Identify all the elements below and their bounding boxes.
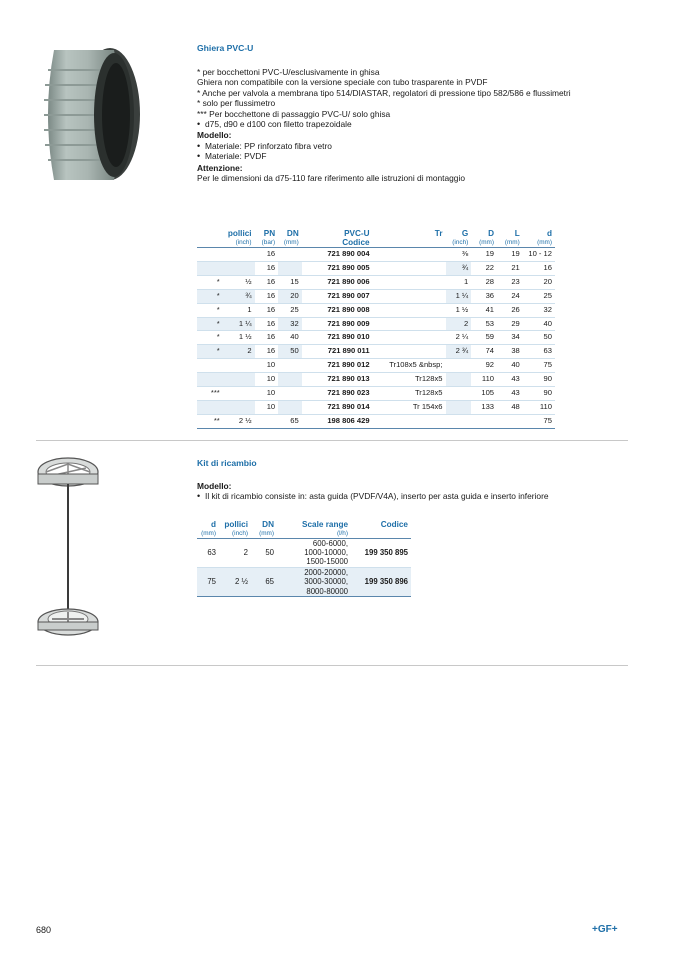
table-cell: 2 ¾ [446, 345, 472, 359]
table-cell: 110 [523, 400, 555, 414]
table-cell: 721 890 009 [302, 317, 373, 331]
table-cell: 16 [255, 345, 279, 359]
unit-header: (inch) [219, 530, 251, 538]
col-header: Tr [434, 229, 443, 238]
col-header: pollici [227, 229, 252, 238]
table-cell: 40 [497, 359, 523, 373]
table-cell: * [197, 289, 223, 303]
unit-header: (mm) [251, 530, 277, 538]
description-block [197, 67, 617, 183]
col-header: DN [286, 229, 299, 238]
col-header [197, 229, 223, 239]
table-cell: 25 [523, 289, 555, 303]
spare-kit-image [34, 452, 104, 647]
table-cell: 16 [523, 261, 555, 275]
unit-header: (inch) [223, 239, 255, 248]
table-cell: 40 [278, 331, 302, 345]
table-cell [446, 414, 472, 428]
table-cell: 75 [523, 359, 555, 373]
table-cell: 721 890 010 [302, 331, 373, 345]
table-cell: Tr108x5 &nbsp; [373, 359, 446, 373]
table-cell: 133 [471, 400, 497, 414]
note-line: * solo per flussimetro [197, 98, 276, 109]
table-cell: 50 [523, 331, 555, 345]
table-cell: 10 [255, 387, 279, 401]
table-cell: 2 ¼ [446, 331, 472, 345]
table-cell: 1 [223, 303, 255, 317]
table-cell: 74 [471, 345, 497, 359]
table-cell: 20 [278, 289, 302, 303]
modello-item: • Materiale: PP rinforzato fibra vetro [197, 141, 617, 151]
table-cell: 63 [197, 538, 219, 567]
modello-item: • Materiale: PVDF [197, 151, 617, 161]
table-row [197, 345, 555, 359]
table-cell: 1 ½ [446, 303, 472, 317]
table-cell: * [197, 303, 223, 317]
unit-header: (inch) [446, 239, 472, 248]
table-cell: 48 [497, 400, 523, 414]
section-title-kit: Kit di ricambio [197, 458, 257, 468]
scale-range-line: 1000-10000, [304, 547, 348, 557]
scale-range-line: 600-6000, [312, 538, 348, 548]
table-cell: 2 [446, 317, 472, 331]
table-row [197, 317, 555, 331]
attenzione-text: Per le dimensioni da d75-110 fare riferimento alle istruzioni di montaggio [197, 173, 465, 184]
table-cell: 721 890 023 [302, 387, 373, 401]
table-cell: * [197, 275, 223, 289]
col-header: L [514, 229, 520, 238]
table-cell: 16 [255, 289, 279, 303]
table-row [197, 331, 555, 345]
table-cell [373, 289, 446, 303]
col-header: G [461, 229, 469, 238]
table-cell: 65 [278, 414, 302, 428]
kit-description [197, 481, 627, 502]
table-cell: 721 890 005 [302, 261, 373, 275]
table-cell: 29 [497, 317, 523, 331]
scale-range-line: 8000-80000 [306, 586, 348, 596]
table-cell: ¾ [223, 289, 255, 303]
table-cell: 75 [523, 414, 555, 428]
table-cell: * [197, 317, 223, 331]
unit-header: (bar) [255, 239, 279, 248]
table-cell [197, 373, 223, 387]
attenzione-label: Attenzione: [197, 162, 243, 173]
table-cell: 50 [278, 345, 302, 359]
table-cell [373, 345, 446, 359]
ghiera-table [197, 229, 555, 429]
table-cell [197, 400, 223, 414]
table-cell [471, 414, 497, 428]
table-cell [223, 373, 255, 387]
col-header: Scale range [302, 520, 348, 529]
table-row [197, 289, 555, 303]
table-cell: 25 [278, 303, 302, 317]
table-cell [197, 261, 223, 275]
table-cell: 40 [523, 317, 555, 331]
note-line: *** Per bocchettone di passaggio PVC-U/ solo ghisa [197, 108, 391, 119]
table-cell: 53 [471, 317, 497, 331]
table-cell: ½ [223, 275, 255, 289]
table-cell [497, 414, 523, 428]
table-cell: 1 ½ [223, 331, 255, 345]
table-cell: Tr 154x6 [373, 400, 446, 414]
table-cell: 2 ½ [219, 567, 251, 596]
table-cell: 105 [471, 387, 497, 401]
table-cell [223, 387, 255, 401]
table-row [197, 303, 555, 317]
table-cell [277, 538, 351, 567]
col-header: Codice [380, 520, 408, 529]
modello-item: • Il kit di ricambio consiste in: asta guida (PVDF/V4A), inserto per asta guida e inserto inferiore [197, 491, 627, 501]
table-cell [223, 248, 255, 262]
table-cell [223, 261, 255, 275]
table-cell: ¾ [446, 261, 472, 275]
table-cell: 721 890 012 [302, 359, 373, 373]
unit-header: (mm) [497, 239, 523, 248]
table-cell [278, 373, 302, 387]
table-cell: 23 [497, 275, 523, 289]
table-cell: 16 [255, 275, 279, 289]
table-row [197, 261, 555, 275]
table-cell: 721 890 004 [302, 248, 373, 262]
unit-header: (mm) [471, 239, 497, 248]
table-row [197, 567, 411, 596]
table-cell: 2 [223, 345, 255, 359]
unit-header [373, 239, 446, 248]
table-cell [373, 414, 446, 428]
table-cell: 32 [523, 303, 555, 317]
table-row [197, 400, 555, 414]
table-cell: 36 [471, 289, 497, 303]
unit-header: (mm) [278, 239, 302, 248]
table-cell: ** [197, 414, 223, 428]
table-cell: 15 [278, 275, 302, 289]
table-cell: 198 806 429 [302, 414, 373, 428]
table-cell: 65 [251, 567, 277, 596]
table-cell: 199 350 896 [351, 567, 411, 596]
table-cell [223, 400, 255, 414]
table-cell: 34 [497, 331, 523, 345]
table-cell [373, 303, 446, 317]
kit-table [197, 519, 411, 597]
table-cell: 38 [497, 345, 523, 359]
table-cell: 43 [497, 387, 523, 401]
table-cell: 92 [471, 359, 497, 373]
table-row [197, 373, 555, 387]
note-line-bullet: • d75, d90 e d100 con filetto trapezoidale [197, 119, 617, 129]
table-cell: 16 [255, 317, 279, 331]
scale-range-line: 2000-20000, [304, 567, 348, 577]
modello-label: Modello: [197, 130, 232, 141]
note-line: Ghiera non compatibile con la versione speciale con tubo trasparente in PVDF [197, 77, 488, 88]
table-cell: 32 [278, 317, 302, 331]
section-divider [36, 440, 628, 441]
table-cell: 50 [251, 538, 277, 567]
table-row [197, 538, 411, 567]
table-cell: 20 [523, 275, 555, 289]
table-cell: ⅜ [446, 248, 472, 262]
table-cell: 10 [255, 359, 279, 373]
table-cell: 2 [219, 538, 251, 567]
table-cell [446, 373, 472, 387]
table-cell: 16 [255, 303, 279, 317]
table-cell [255, 414, 279, 428]
unit-header: (mm) [197, 530, 219, 538]
table-cell [278, 400, 302, 414]
col-header: D [488, 229, 495, 238]
unit-header: (mm) [523, 239, 555, 248]
col-header: pollici [224, 520, 248, 529]
gf-logo: +GF+ [592, 924, 618, 935]
table-cell: 26 [497, 303, 523, 317]
section-divider [36, 665, 628, 666]
table-cell: 75 [197, 567, 219, 596]
table-cell: 28 [471, 275, 497, 289]
table-cell [278, 261, 302, 275]
table-cell: 90 [523, 387, 555, 401]
table-cell [223, 359, 255, 373]
table-cell: 24 [497, 289, 523, 303]
table-row [197, 248, 555, 262]
table-cell: 19 [497, 248, 523, 262]
code-header: Codice [302, 239, 373, 248]
table-cell: 2 ½ [223, 414, 255, 428]
table-cell: 10 - 12 [523, 248, 555, 262]
table-cell: Tr128x5 [373, 373, 446, 387]
table-cell [446, 387, 472, 401]
table-cell: 16 [255, 248, 279, 262]
table-row [197, 414, 555, 428]
note-line: * per bocchettoni PVC-U/esclusivamente in ghisa [197, 67, 380, 77]
table-cell: 721 890 011 [302, 345, 373, 359]
page-number: 680 [36, 925, 52, 935]
table-cell: 721 890 006 [302, 275, 373, 289]
note-line: * Anche per valvola a membrana tipo 514/DIASTAR, regolatori di pressione tipo 582/586 e flussimetri [197, 87, 571, 98]
scale-range-line: 1500-15000 [306, 557, 348, 567]
col-header: d [546, 229, 552, 238]
table-cell [197, 359, 223, 373]
table-cell [278, 359, 302, 373]
table-cell: 199 350 895 [351, 538, 411, 567]
table-cell: Tr128x5 [373, 387, 446, 401]
modello-label: Modello: [197, 481, 232, 491]
table-cell: * [197, 331, 223, 345]
table-cell: 41 [471, 303, 497, 317]
col-header: PN [263, 229, 276, 238]
table-cell [278, 387, 302, 401]
table-cell [277, 567, 351, 596]
table-cell [446, 359, 472, 373]
table-cell: 19 [471, 248, 497, 262]
table-cell [278, 248, 302, 262]
table-cell: 721 890 008 [302, 303, 373, 317]
table-cell: 10 [255, 400, 279, 414]
unit-header [351, 530, 411, 538]
table-cell: 721 890 013 [302, 373, 373, 387]
table-row [197, 275, 555, 289]
unit-header: (l/h) [277, 530, 351, 538]
table-cell: 16 [255, 331, 279, 345]
table-cell [197, 248, 223, 262]
table-cell: *** [197, 387, 223, 401]
table-row [197, 387, 555, 401]
table-cell [446, 400, 472, 414]
table-cell: 1 ¼ [223, 317, 255, 331]
table-cell [373, 331, 446, 345]
table-cell: 721 890 014 [302, 400, 373, 414]
table-cell: 63 [523, 345, 555, 359]
section-title-ghiera: Ghiera PVC-U [197, 43, 254, 53]
table-cell: 21 [497, 261, 523, 275]
table-cell: 43 [497, 373, 523, 387]
table-cell: 16 [255, 261, 279, 275]
union-nut-image [34, 40, 144, 190]
table-cell: 90 [523, 373, 555, 387]
table-cell: 1 ¼ [446, 289, 472, 303]
table-cell: * [197, 345, 223, 359]
table-cell [373, 248, 446, 262]
table-cell: 10 [255, 373, 279, 387]
table-cell: 110 [471, 373, 497, 387]
scale-range-line: 3000-30000, [304, 577, 348, 587]
table-cell: 22 [471, 261, 497, 275]
table-row [197, 359, 555, 373]
col-header: d [210, 520, 216, 529]
col-header: PVC-U [344, 229, 370, 238]
table-cell [373, 275, 446, 289]
table-cell [373, 317, 446, 331]
table-cell [373, 261, 446, 275]
table-cell: 721 890 007 [302, 289, 373, 303]
table-cell: 59 [471, 331, 497, 345]
table-cell: 1 [446, 275, 472, 289]
unit-header [197, 239, 223, 248]
col-header: DN [262, 520, 274, 529]
